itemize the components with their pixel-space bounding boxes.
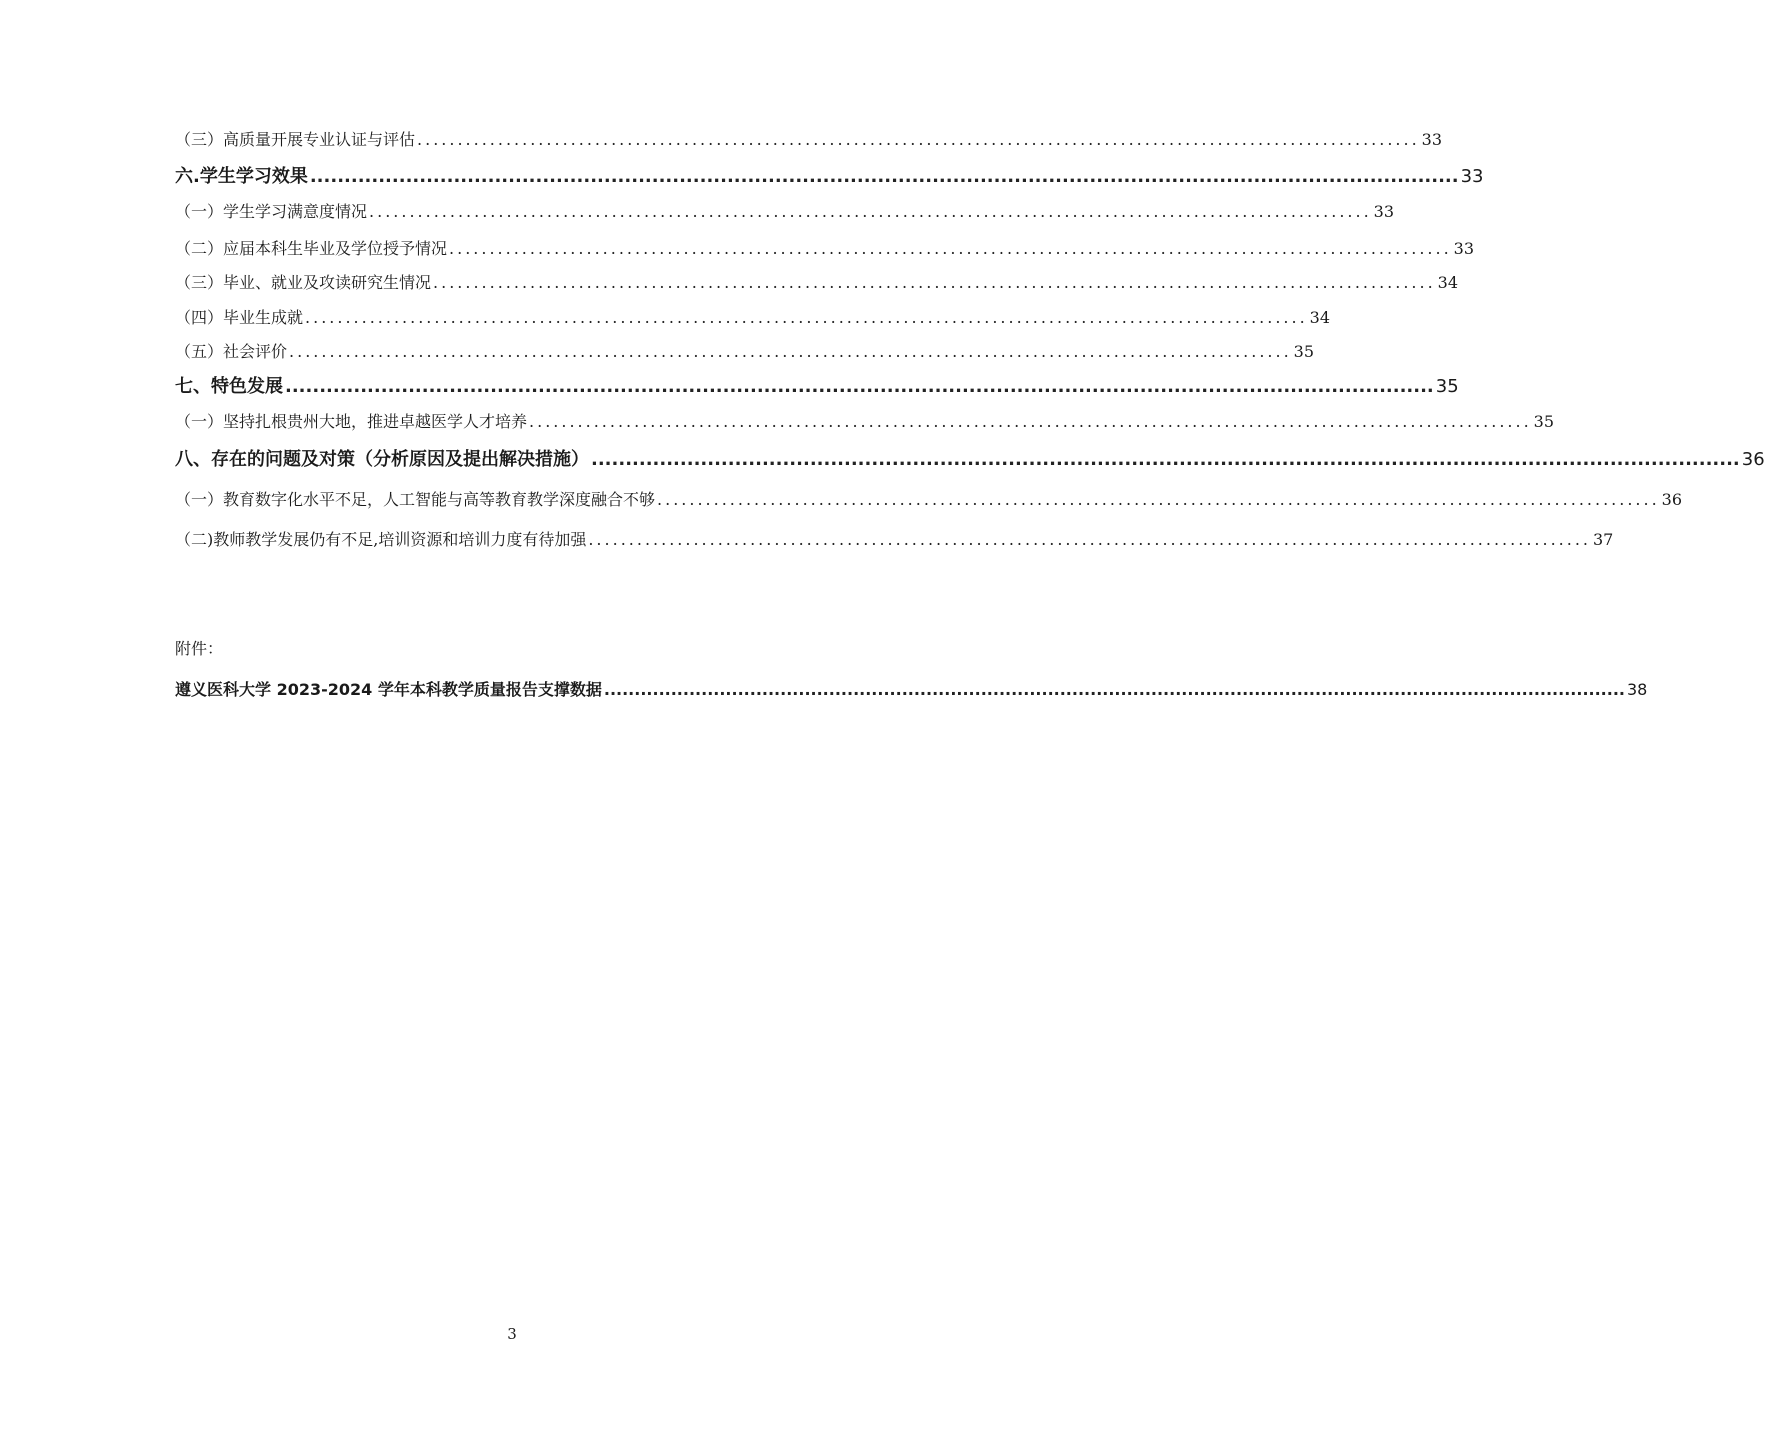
toc-entry-page: 33: [1453, 239, 1475, 258]
toc-entry[interactable]: [175, 270, 1459, 293]
appendix-entry[interactable]: [175, 677, 1648, 700]
toc-entry-page: 33: [1373, 202, 1395, 221]
toc-entry-label: （三）毕业、就业及攻读研究生情况: [175, 273, 432, 292]
toc-entry[interactable]: [175, 127, 1443, 150]
toc-entry[interactable]: [175, 162, 1484, 188]
toc-entry[interactable]: [175, 372, 1459, 398]
toc-entry[interactable]: [175, 409, 1555, 432]
toc-leader-dots: ........................................................................................................................................................................: [285, 376, 1434, 397]
toc-entry-page: 35: [1533, 412, 1555, 431]
appendix-heading: 附件：: [175, 639, 224, 658]
toc-entry-label: （一）教育数字化水平不足，人工智能与高等教育教学深度融合不够: [175, 490, 656, 509]
toc-entry-page: 35: [1435, 376, 1459, 397]
toc-entry[interactable]: [175, 305, 1331, 328]
toc-leader-dots: ............................................................................................................................: [369, 202, 1372, 221]
toc-leader-dots: ........................................................................................................................................................................: [309, 166, 1459, 187]
toc-leader-dots: ............................................................................................................................: [588, 530, 1591, 549]
toc-entry-label: 七、特色发展: [175, 376, 283, 397]
toc-entry-label: 六.学生学习效果: [175, 166, 308, 187]
toc-leader-dots: ........................................................................................................................................................................: [603, 680, 1625, 699]
toc-entry-label: （三）高质量开展专业认证与评估: [175, 130, 416, 149]
appendix-entry-label: 遵义医科大学 2023-2024 学年本科教学质量报告支撑数据: [175, 680, 602, 699]
toc-entry-page: 36: [1661, 490, 1683, 509]
toc-leader-dots: ............................................................................................................................: [657, 490, 1660, 509]
toc-entry[interactable]: [175, 339, 1315, 362]
toc-entry-page: 37: [1593, 530, 1614, 549]
toc-leader-dots: ............................................................................................................................: [433, 273, 1436, 292]
page-number: 3: [507, 1325, 517, 1343]
toc-entry[interactable]: [175, 236, 1475, 259]
toc-entry-label: 八、存在的问题及对策（分析原因及提出解决措施）: [175, 449, 589, 470]
toc-entry[interactable]: [175, 199, 1395, 222]
toc-entry[interactable]: [175, 487, 1683, 510]
toc-entry-page: 35: [1293, 342, 1315, 361]
toc-leader-dots: ............................................................................................................................: [449, 239, 1452, 258]
toc-entry-page: 33: [1460, 166, 1484, 187]
toc-leader-dots: ............................................................................................................................: [529, 412, 1532, 431]
toc-entry-label: （二）应届本科生毕业及学位授予情况: [175, 239, 448, 258]
toc-entry-label: （四）毕业生成就: [175, 308, 304, 327]
toc-leader-dots: ........................................................................................................................................................................: [591, 449, 1740, 470]
toc-leader-dots: ............................................................................................................................: [417, 130, 1420, 149]
toc-entry[interactable]: [175, 445, 1765, 471]
toc-entry-page: 34: [1437, 273, 1459, 292]
toc-leader-dots: ............................................................................................................................: [289, 342, 1292, 361]
toc-entry-label: （五）社会评价: [175, 342, 288, 361]
toc-entry-page: 33: [1421, 130, 1443, 149]
toc-entry-label: （一）坚持扎根贵州大地，推进卓越医学人才培养: [175, 412, 528, 431]
toc-entry[interactable]: [175, 527, 1614, 550]
toc-entry-page: 34: [1309, 308, 1331, 327]
toc-leader-dots: ............................................................................................................................: [305, 308, 1308, 327]
toc-entry-label: （二)教师教学发展仍有不足,培训资源和培训力度有待加强: [175, 530, 587, 549]
toc-entry-page: 36: [1741, 449, 1765, 470]
toc-entry-label: （一）学生学习满意度情况: [175, 202, 368, 221]
table-of-contents: [175, 0, 1765, 1448]
appendix-entry-page: 38: [1626, 680, 1648, 699]
